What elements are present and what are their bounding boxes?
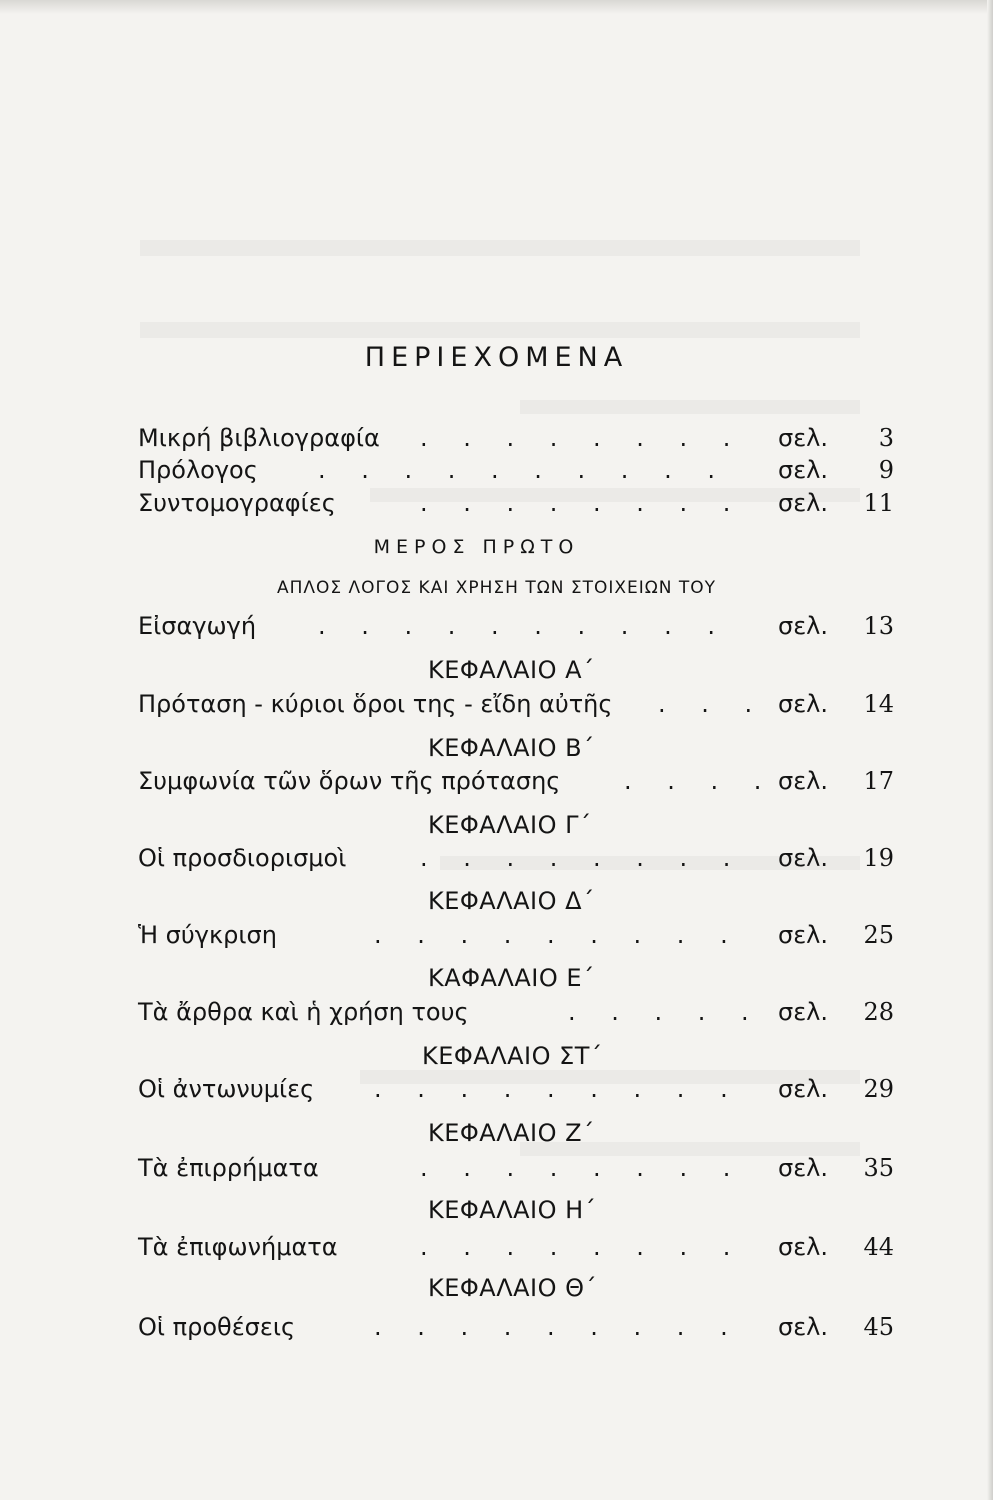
page-shadow-right [987,0,993,1500]
page-abbrev: σελ. [778,921,829,949]
entry-label: Τὰ ἄρθρα καὶ ἡ χρήση τους [138,998,469,1026]
toc-entry[interactable] [138,690,894,730]
part-subtitle: ΑΠΛΟΣ ΛΟΓΟΣ ΚΑΙ ΧΡΗΣΗ ΤΩΝ ΣΤΟΙΧΕΙΩΝ ΤΟΥ [276,578,717,598]
page-abbrev: σελ. [778,424,829,452]
entry-label: Τὰ ἐπιφωνήματα [138,1233,338,1261]
dot-leader: . . . . . . . . [420,1154,745,1182]
dot-leader: . . . . . . . . . [374,921,742,949]
entry-label: Οἱ ἀντωνυμίες [138,1075,315,1103]
dot-leader: . . . . . . . . . . [318,456,729,484]
entry-label: Τὰ ἐπιρρήματα [138,1154,319,1182]
dot-leader: . . . . . . . . [420,1233,745,1261]
page-number: 19 [863,844,894,872]
toc-entry[interactable] [138,767,894,807]
page-number: 29 [863,1075,894,1103]
chapter-heading: ΚΕΦΑΛΑΙΟ Δ΄ [428,887,595,915]
toc-entry[interactable] [138,998,894,1038]
page-abbrev: σελ. [778,844,829,872]
chapter-heading: ΚΕΦΑΛΑΙΟ Θ΄ [428,1274,598,1302]
page-title: ΠΕΡΙΕΧΟΜΕΝΑ [364,342,629,373]
page-abbrev: σελ. [778,1154,829,1182]
page-number: 17 [863,767,894,795]
page-number: 28 [863,998,894,1026]
toc-entry[interactable] [138,489,894,529]
toc-entry[interactable] [138,1313,894,1353]
entry-label: Συμφωνία τῶν ὅρων τῆς πρότασης [138,767,561,795]
page-abbrev: σελ. [778,489,829,517]
entry-label: Ἡ σύγκριση [138,921,277,949]
page-abbrev: σελ. [778,690,829,718]
dot-leader: . . . . . . . . [420,424,745,452]
page-number: 44 [863,1233,894,1261]
chapter-heading: ΚΕΦΑΛΑΙΟ Α΄ [428,656,595,684]
page-number: 13 [863,612,894,640]
page-abbrev: σελ. [778,1313,829,1341]
page-abbrev: σελ. [778,767,829,795]
page-number: 35 [863,1154,894,1182]
entry-label: Εἰσαγωγή [138,612,257,640]
entry-label: Πρόλογος [138,456,258,484]
page-number: 25 [863,921,894,949]
entry-label: Οἱ προσδιορισμοὶ [138,844,347,872]
toc-entry[interactable] [138,921,894,961]
chapter-heading: ΚΕΦΑΛΑΙΟ Η΄ [428,1196,597,1224]
dot-leader: . . . . . . . . . [374,1313,742,1341]
part-title: ΜΕΡΟΣ ΠΡΩΤΟ [373,536,580,558]
entry-label: Μικρή βιβλιογραφία [138,424,380,452]
page-abbrev: σελ. [778,456,829,484]
page-shadow-top [0,0,993,14]
chapter-heading: ΚΕΦΑΛΑΙΟ Ζ΄ [428,1119,595,1147]
entry-label: Πρόταση - κύριοι ὅροι της - εἴδη αὐτῆς [138,690,613,718]
toc-entry[interactable] [138,612,894,652]
toc-entry[interactable] [138,1075,894,1115]
entry-label: Συντομογραφίες [138,489,336,517]
dot-leader: . . . . [624,767,776,795]
dot-leader: . . . . . . . . . [374,1075,742,1103]
chapter-heading: ΚΕΦΑΛΑΙΟ ΣΤ΄ [422,1042,603,1070]
page-number: 14 [863,690,894,718]
page-number: 3 [878,424,894,452]
toc-entry[interactable] [138,1233,894,1273]
entry-label: Οἱ προθέσεις [138,1313,296,1341]
page-abbrev: σελ. [778,1233,829,1261]
toc-entry[interactable] [138,1154,894,1194]
page-abbrev: σελ. [778,998,829,1026]
dot-leader: . . . . . . . . [420,844,745,872]
chapter-heading: ΚΑΦΑΛΑΙΟ Ε΄ [428,964,595,992]
page-abbrev: σελ. [778,612,829,640]
dot-leader: . . . . . [568,998,763,1026]
dot-leader: . . . . . . . . . . [318,612,729,640]
dot-leader: . . . [658,690,767,718]
page-number: 9 [878,456,894,484]
dot-leader: . . . . . . . . [420,489,745,517]
page-abbrev: σελ. [778,1075,829,1103]
page-number: 11 [863,489,894,517]
chapter-heading: ΚΕΦΑΛΑΙΟ Β΄ [428,734,595,762]
page-number: 45 [863,1313,894,1341]
chapter-heading: ΚΕΦΑΛΑΙΟ Γ΄ [428,811,592,839]
toc-entry[interactable] [138,844,894,884]
